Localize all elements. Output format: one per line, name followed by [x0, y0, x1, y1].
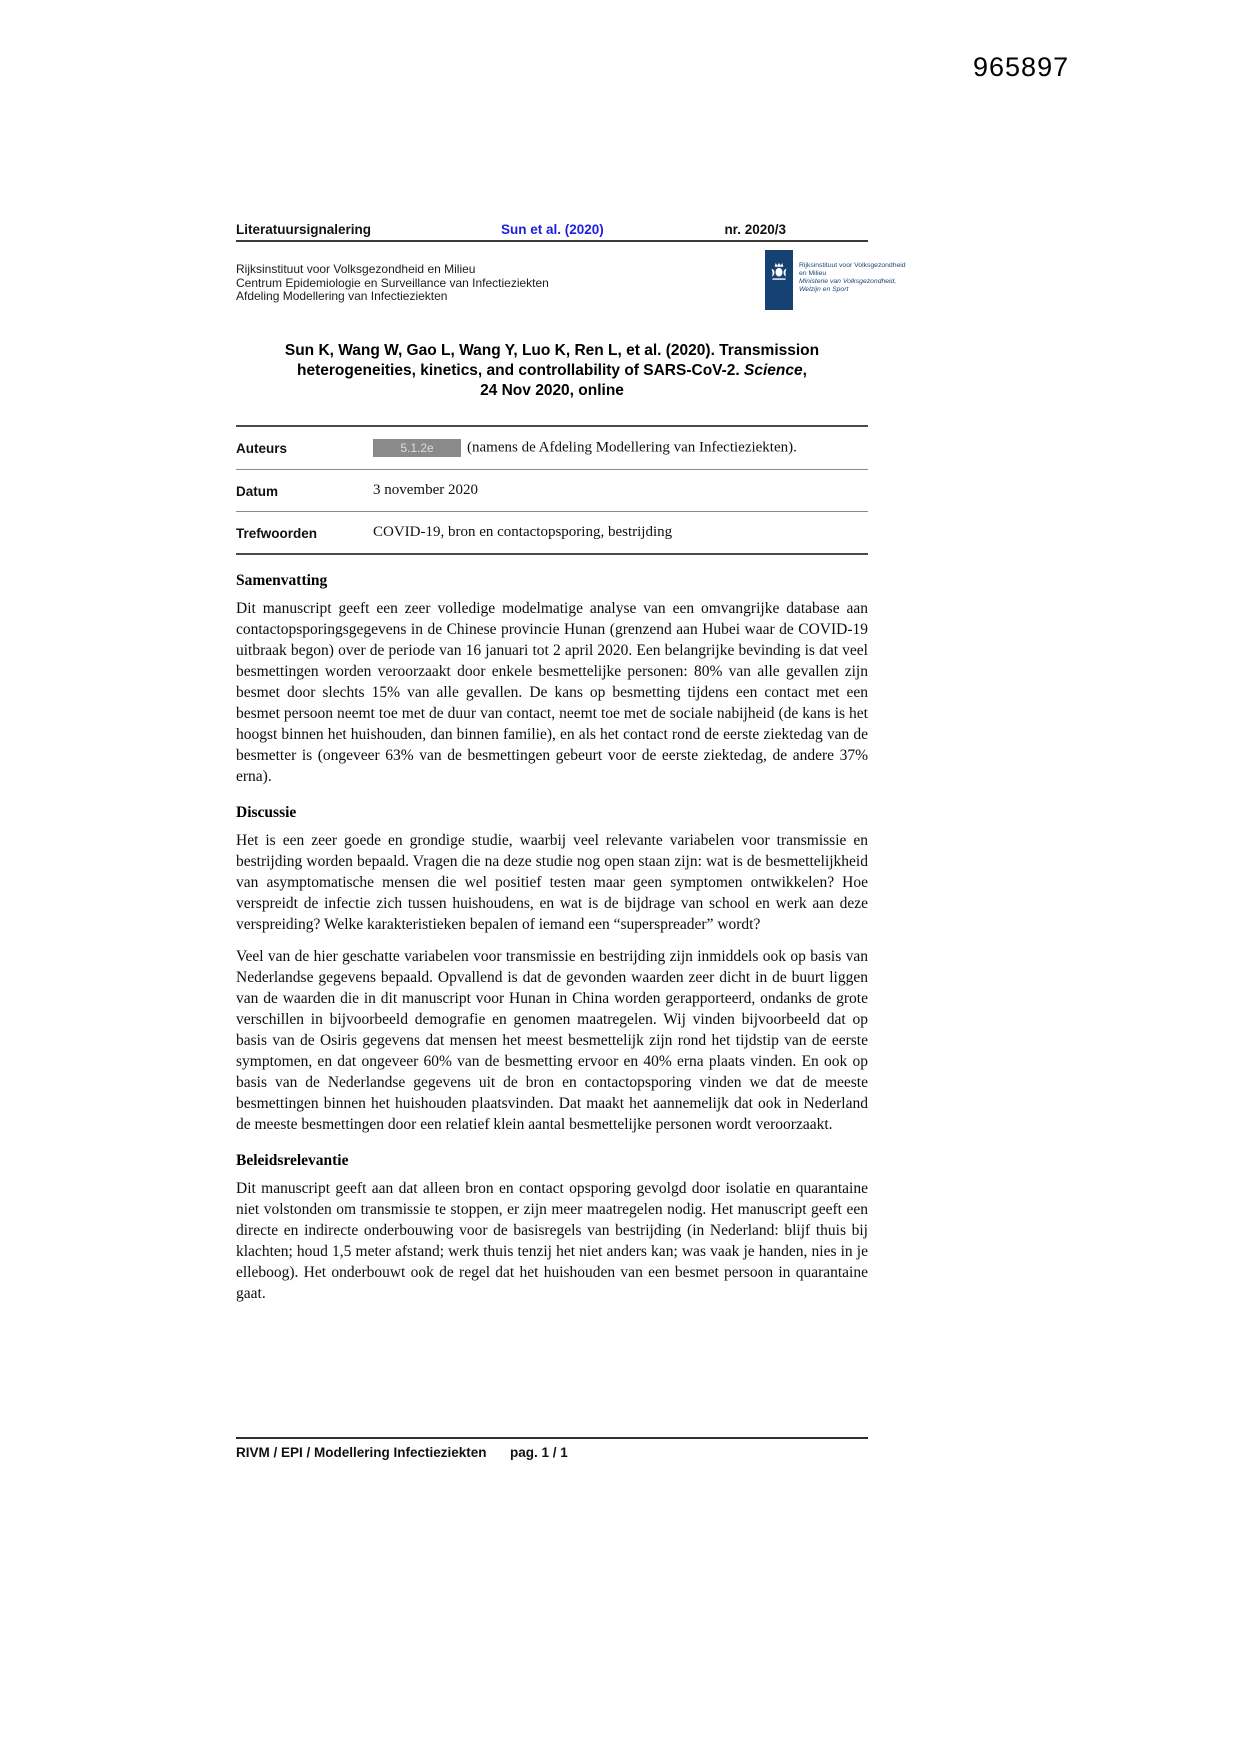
table-row-datum: [236, 469, 868, 511]
row-label: Trefwoorden: [236, 525, 318, 541]
logo-line: Rijksinstituut voor Volksgezondheid: [799, 262, 906, 269]
logo-line: Ministerie van Volksgezondheid,: [799, 278, 897, 285]
institution-line: Centrum Epidemiologie en Surveillance van Infectieziekten: [236, 275, 549, 290]
footer-page-number: pag. 1 / 1: [510, 1445, 568, 1460]
header-doc-number: nr. 2020/3: [724, 222, 786, 237]
row-label: Datum: [236, 483, 279, 499]
table-row-trefwoorden: [236, 511, 868, 553]
section-paragraph: Dit manuscript geeft aan dat alleen bron en contact opsporing gevolgd door isolatie en quarantaine niet volstonden om transmissie te stoppen, er zijn meer maatregelen nodig. Het manuscript geeft een directe en indirecte onderbouwing voor de basisregels van bestrijding (in Nederland: blijf thuis bij klachten; houd 1,5 meter afstand; werk thuis tenzij het niet anders kan; was vaak je handen, nies in je elleboog). Het onderbouwt ook de regel dat het huishouden van een besmet persoon in quarantaine gaat.: [236, 1179, 868, 1302]
authors-note: (namens de Afdeling Modellering van Infectieziekten).: [467, 438, 797, 455]
header-doc-type: Literatuursignalering: [236, 222, 372, 237]
section-heading: Samenvatting: [236, 571, 328, 589]
row-value: 3 november 2020: [373, 481, 478, 498]
section-samenvatting: [236, 572, 868, 787]
section-discussie: [236, 804, 868, 1135]
institution-line: Rijksinstituut voor Volksgezondheid en Milieu: [236, 262, 476, 276]
section-paragraph: Het is een zeer goede en grondige studie, waarbij veel relevante variabelen voor transmissie en bestrijding worden bepaald. Vragen die na deze studie nog open staan zijn: wat is de besmettelijkheid van asymptomatische mensen die wel positief testen maar geen symptomen ontwikkelen? Hoe verspreidt de infectie zich tussen huishoudens, en wat is de bijdrage van school en werk aan deze verspreiding? Welke karakteristieken bepalen of iemand een “superspreader” wordt?: [236, 831, 868, 933]
row-label: Auteurs: [236, 440, 288, 456]
metadata-table: [236, 425, 868, 555]
logo-line: Welzijn en Sport: [799, 286, 849, 293]
section-heading: Discussie: [236, 803, 297, 821]
document-content: [236, 222, 868, 1315]
row-value: [373, 439, 868, 457]
document-header-row: [236, 222, 868, 242]
citation-link[interactable]: Sun et al. (2020): [501, 222, 604, 237]
logo-line: en Milieu: [799, 270, 827, 277]
document-id-number: 965897: [973, 52, 1070, 82]
section-paragraph: Veel van de hier geschatte variabelen voor transmissie en bestrijding zijn inmiddels ook op basis van Nederlandse gegevens bepaald. Opvallend is dat de gevonden waarden zeer dicht in de buurt liggen van de waarden die in dit manuscript voor Hunan in China worden gerapporteerd, ondanks de grote verschillen in bijvoorbeeld demografie en genomen maatregelen. Wij vinden bijvoorbeeld dat op basis van de Osiris gegevens dat mensen het meest besmettelijk zijn rond het tijdstip van de eerste symptomen, en dat ongeveer 60% van de besmetting ervoor en 40% erna plaats vinden. En ook op basis van de Nederlandse gegevens uit de bron en contactopsporing vinden we dat de meeste besmettingen binnen het huishouden plaatsvinden. Dat maakt het aannemelijk dat ook in Nederland de meeste besmettingen door een relatief klein aantal besmettelijke personen wordt veroorzaakt.: [236, 947, 868, 1133]
section-paragraph: Dit manuscript geeft een zeer volledige modelmatige analyse van een omvangrijke database aan contactopsporingsgegevens in de Chinese provincie Hunan (grenzend aan Hubei waar de COVID-19 uitbraak begon) over de periode van 16 januari tot 2 april 2020. Een belangrijke bevinding is dat veel besmettingen worden veroorzaakt door enkele besmettelijke personen: 80% van alle gevallen zijn besmet door slechts 15% van alle gevallen. De kans op besmetting tijdens een contact met een besmet persoon neemt toe met de duur van contact, neemt toe met de sociale nabijheid (de kans is het hoogst binnen het huishouden, dan binnen familie), en als het contact rond de eerste ziektedag van de besmetter is (ongeveer 63% van de besmettingen gebeurt voor de eerste ziektedag, de andere 37% erna).: [236, 599, 868, 785]
publication-title: [236, 341, 868, 401]
title-line-2: heterogeneities, kinetics, and controllability of SARS-CoV-2. Science,: [297, 361, 807, 379]
institution-block: [236, 263, 868, 304]
redaction-box: 5.1.2e: [373, 439, 461, 457]
table-row-auteurs: [236, 427, 868, 469]
footer-department: RIVM / EPI / Modellering Infectieziekten: [236, 1445, 487, 1460]
journal-name: Science: [744, 361, 803, 379]
row-value: COVID-19, bron en contactopsporing, bestrijding: [373, 523, 673, 540]
section-heading: Beleidsrelevantie: [236, 1151, 349, 1169]
page-footer: [236, 1437, 868, 1460]
section-beleidsrelevantie: [236, 1152, 868, 1304]
institution-line: Afdeling Modellering van Infectieziekten: [236, 289, 448, 303]
title-line-3: 24 Nov 2020, online: [480, 381, 624, 399]
title-line-1: Sun K, Wang W, Gao L, Wang Y, Luo K, Ren L, et al. (2020). Transmission: [284, 341, 820, 359]
